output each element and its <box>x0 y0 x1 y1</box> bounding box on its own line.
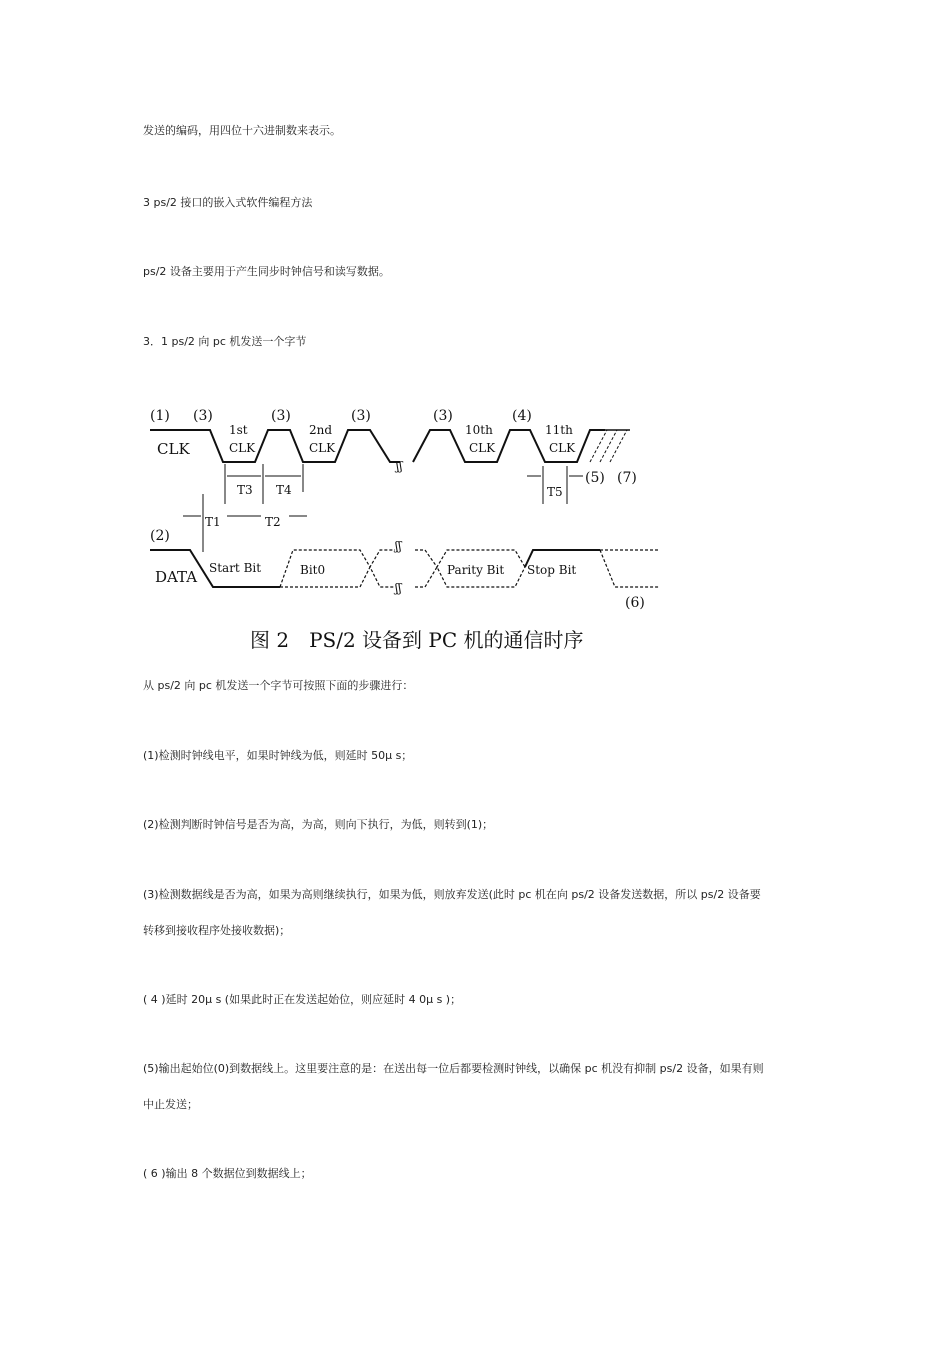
t1-label: T1 <box>205 515 221 529</box>
clk-release-dash-2 <box>600 430 617 462</box>
marker-5: (5) <box>585 470 605 486</box>
t2-label: T2 <box>265 515 281 529</box>
data-break-mark-top: ʃʃ <box>395 539 402 553</box>
timing-diagram <box>145 402 665 617</box>
pulse-2nd-clk: CLK <box>309 441 336 455</box>
data-waveform-bit0 <box>280 550 395 587</box>
pulse-2nd: 2nd <box>309 423 333 437</box>
data-label: DATA <box>155 568 198 586</box>
bit-0: Bit0 <box>300 563 326 577</box>
bit-start: Start Bit <box>209 561 262 575</box>
t4-label: T4 <box>276 483 292 497</box>
marker-2: (2) <box>150 528 170 544</box>
marker-6: (6) <box>625 595 645 611</box>
clk-waveform-right <box>413 430 605 462</box>
t3-label: T3 <box>237 483 253 497</box>
marker-1: (1) <box>150 408 170 424</box>
pulse-10th-clk: CLK <box>469 441 496 455</box>
pulse-11th: 11th <box>545 423 573 437</box>
data-break-mark-bottom: ʃʃ <box>395 581 402 595</box>
pulse-1st-clk: CLK <box>229 441 256 455</box>
paragraph-device-usage: ps/2 设备主要用于产生同步时钟信号和读写数据。 <box>143 265 390 278</box>
clk-break-mark: ʃʃ <box>396 459 403 473</box>
section-heading-3: 3 ps/2 接口的嵌入式软件编程方法 <box>143 196 313 209</box>
marker-7: (7) <box>617 470 637 486</box>
bit-parity: Parity Bit <box>447 563 505 577</box>
marker-3b: (3) <box>271 408 291 424</box>
marker-3d: (3) <box>433 408 453 424</box>
pulse-1st: 1st <box>229 423 248 437</box>
paragraph-encoding: 发送的编码，用四位十六进制数来表示。 <box>143 124 341 137</box>
marker-4: (4) <box>512 408 532 424</box>
data-waveform-bit0-low <box>280 567 395 587</box>
marker-3c: (3) <box>351 408 371 424</box>
section-heading-3-1: 3．1 ps/2 向 pc 机发送一个字节 <box>143 335 307 348</box>
step-5-line-1: (5)输出起始位(0)到数据线上。这里要注意的是：在送出每一位后都要检测时钟线，以确保 pc 机没有抑制 ps/2 设备，如果有则 <box>143 1062 764 1075</box>
step-3-line-2: 转移到接收程序处接收数据)； <box>143 924 291 937</box>
step-6: ( 6 )输出 8 个数据位到数据线上； <box>143 1167 312 1180</box>
data-idle-low <box>600 550 660 587</box>
bit-stop: Stop Bit <box>527 563 577 577</box>
clk-release-dash-3 <box>610 430 627 462</box>
step-3-line-1: (3)检测数据线是否为高，如果为高则继续执行，如果为低，则放弃发送(此时 pc 机在向 ps/2 设备发送数据，所以 ps/2 设备要 <box>143 888 761 901</box>
step-1: (1)检测时钟线电平，如果时钟线为低，则延时 50μ s； <box>143 749 413 762</box>
timing-diagram-svg <box>145 402 665 617</box>
paragraph-steps-intro: 从 ps/2 向 pc 机发送一个字节可按照下面的步骤进行： <box>143 679 414 692</box>
pulse-10th: 10th <box>465 423 493 437</box>
clk-release-dash-1 <box>590 430 607 462</box>
figure-caption: 图 2 PS/2 设备到 PC 机的通信时序 <box>250 628 584 652</box>
t5-label: T5 <box>547 485 563 499</box>
marker-3a: (3) <box>193 408 213 424</box>
step-4: ( 4 )延时 20μ s (如果此时正在发送起始位，则应延时 4 0μ s )； <box>143 993 462 1006</box>
step-5-line-2: 中止发送； <box>143 1098 198 1111</box>
clk-label: CLK <box>157 440 190 458</box>
pulse-11th-clk: CLK <box>549 441 576 455</box>
step-2: (2)检测判断时钟信号是否为高，为高，则向下执行，为低，则转到(1)； <box>143 818 494 831</box>
